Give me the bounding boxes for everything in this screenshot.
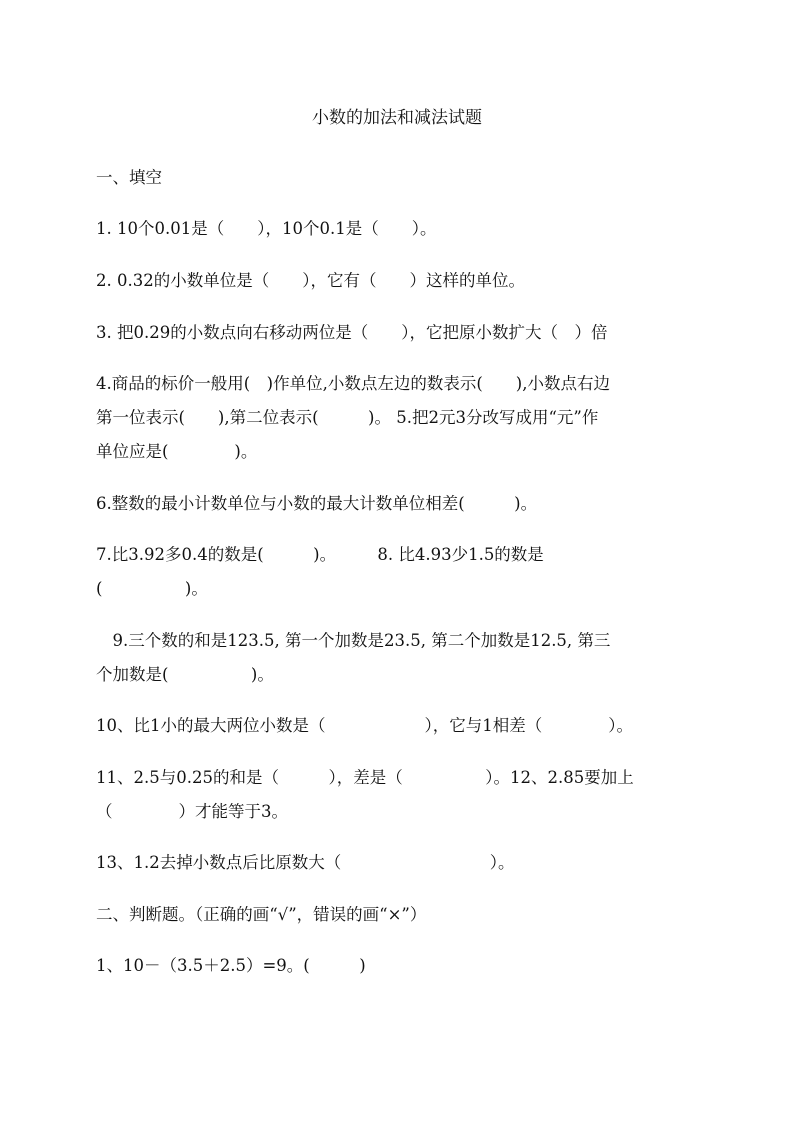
question-line-7-8: 7.比3.92多0.4的数是( )。 8. 比4.93少1.5的数是 xyxy=(96,545,544,564)
question-line-6: 6.整数的最小计数单位与小数的最大计数单位相差( )。 xyxy=(96,494,538,513)
question-line-10: 10、比1小的最大两位小数是（ ），它与1相差（ ）。 xyxy=(96,716,633,735)
page-title: 小数的加法和减法试题 xyxy=(312,108,482,128)
question-line-1: 1. 10个0.01是（ ），10个0.1是（ ）。 xyxy=(96,219,437,238)
section-heading-true-false: 二、判断题。（正确的画“√”，错误的画“×”） xyxy=(96,905,427,924)
question-line-3: 3. 把0.29的小数点向右移动两位是（ ），它把原小数扩大（ ）倍 xyxy=(96,323,608,342)
question-line-4a: 4.商品的标价一般用( )作单位,小数点左边的数表示( ),小数点右边 xyxy=(96,374,610,393)
question-line-2: 2. 0.32的小数单位是（ ），它有（ ）这样的单位。 xyxy=(96,271,525,290)
section-heading-fill-in: 一、填空 xyxy=(96,168,162,187)
question-line-11-12: 11、2.5与0.25的和是（ ），差是（ ）。12、2.85要加上 xyxy=(96,768,634,787)
question-line-8b: ( )。 xyxy=(96,579,208,598)
question-line-4b: 第一位表示( ),第二位表示( )。 5.把2元3分改写成用“元”作 xyxy=(96,408,599,427)
question-line-12b: （ ）才能等于3。 xyxy=(96,802,288,821)
question-line-5: 单位应是( )。 xyxy=(96,442,258,461)
question-line-9a: 9.三个数的和是123.5, 第一个加数是23.5, 第二个加数是12.5, 第三 xyxy=(96,631,611,650)
question-line-9b: 个加数是( )。 xyxy=(96,665,274,684)
question-line-13: 13、1.2去掉小数点后比原数大（ ）。 xyxy=(96,853,515,872)
judge-line-1: 1、10－（3.5＋2.5）=9。( ) xyxy=(96,956,366,975)
